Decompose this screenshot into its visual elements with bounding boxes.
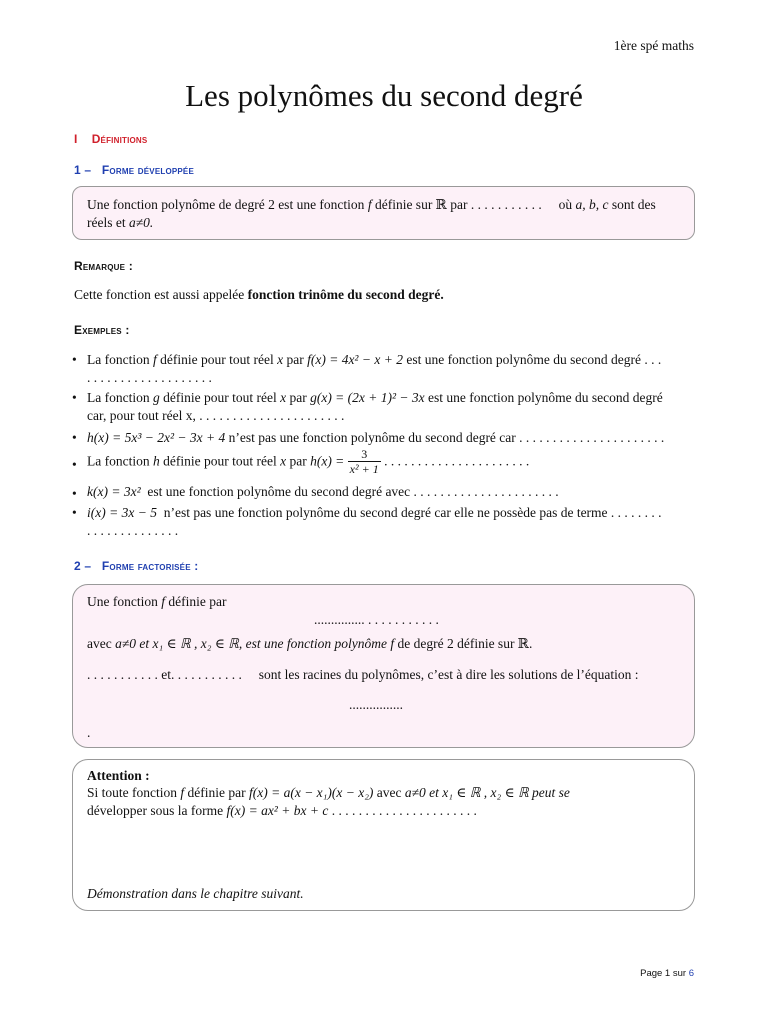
example-6: i(x) = 3x − 5 n’est pas une fonction polynôme du second degré car elle ne possède pas de terme . . . . . . . . [87,505,662,520]
subsection-number: 1 – [74,163,92,177]
attention-line-1: Si toute fonction f définie par f(x) = a(x − x₁)(x − x₂) avec a≠0 et x₁ ∈ ℝ , x₂ ∈ ℝ peut se [87,785,570,800]
fraction: $\frac{3}{\text{x² + 1}}$ [349,447,379,476]
section-number: I [74,132,78,146]
footer-total-link[interactable]: 6 [688,968,694,979]
bullet: • [72,505,77,520]
definition-line-2: réels et a≠0. [87,215,154,230]
factored-line-3: avec a≠0 et x₁ ∈ ℝ , x₂ ∈ ℝ, est une fonction polynôme f de degré 2 définie sur ℝ. [87,636,533,651]
bullet: • [72,352,77,367]
attention-line-2: développer sous la forme f(x) = ax² + bx + c . . . . . . . . . . . . . . . . . . . . . . [87,803,477,818]
subsection-2-heading [74,559,198,573]
footer-text: Page 1 sur [640,968,687,979]
factored-line-4: . . . . . . . . . . . et. . . . . . . . . . . sont les racines du polynômes, c’est à dire les solutions de l’équation : [87,667,639,682]
page-title: Les polynômes du second degré [185,78,583,113]
bullet: • [72,430,77,445]
example-3: h(x) = 5x³ − 2x² − 3x + 4 n’est pas une fonction polynôme du second degré car . . . . . . . . . . . . . . . . . . . . . . [87,430,665,445]
examples-heading: Exemples : [74,323,130,337]
subsection-title: Forme factorisée : [101,559,199,573]
example-5: k(x) = 3x² est une fonction polynôme du second degré avec . . . . . . . . . . . . . . . . . . . . . . [87,484,559,499]
remark-heading: Remarque : [74,259,133,273]
factored-line-2: ............... . . . . . . . . . . . [314,612,439,627]
page-footer [640,968,694,979]
bullet: • [72,390,77,405]
factored-form-box [72,584,695,748]
section-title: Définitions [91,132,148,146]
subsection-1-heading [74,163,194,177]
factored-line-6: . [87,725,91,740]
subsection-number: 2 – [74,559,92,573]
example-4: La fonction h définie pour tout réel x par h(x) = $\frac{3}{\text{x² + 1}}$ . . . . . . . . . . . . . . . . . . . . . . [87,447,530,476]
header-course: 1ère spé maths [613,38,694,53]
example-2-cont: car, pour tout réel x, . . . . . . . . . . . . . . . . . . . . . . [87,408,345,423]
section-1-heading [74,132,147,146]
attention-box [72,759,695,911]
subsection-title: Forme développée [101,163,195,177]
bullet: • [72,486,77,501]
attention-footnote: Démonstration dans le chapitre suivant. [87,886,304,901]
example-1: La fonction f définie pour tout réel x par f(x) = 4x² − x + 2 est une fonction polynôme du second degré . . . [87,352,662,367]
definition-box [72,186,695,240]
example-2: La fonction g définie pour tout réel x par g(x) = (2x + 1)² − 3x est une fonction polynôme du second degré [87,390,663,405]
example-1-cont: . . . . . . . . . . . . . . . . . . . [87,370,212,385]
definition-line-1: Une fonction polynôme de degré 2 est une fonction f définie sur ℝ par . . . . . . . . . . . où a, b, c sont des [87,197,656,212]
attention-heading: Attention : [87,768,150,783]
bullet: • [72,457,77,472]
example-6-cont: . . . . . . . . . . . . . . [87,523,179,538]
remark-text: Cette fonction est aussi appelée fonction trinôme du second degré. [74,287,444,302]
factored-line-5: ................ [349,697,403,712]
factored-line-1: Une fonction f définie par [87,594,227,609]
